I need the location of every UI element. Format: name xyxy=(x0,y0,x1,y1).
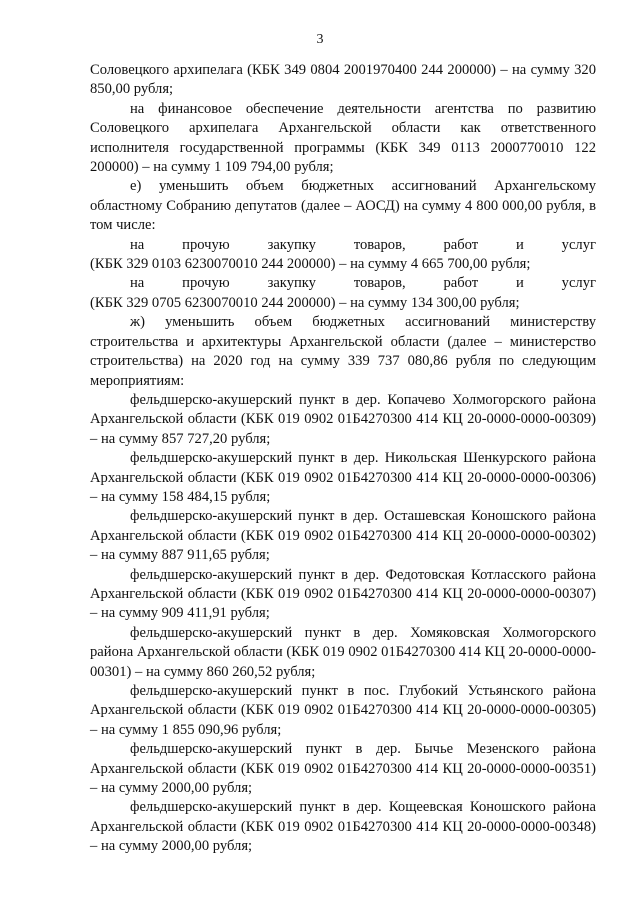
word: товаров, xyxy=(353,236,406,253)
word: прочую xyxy=(182,275,230,292)
spread-line xyxy=(90,236,596,255)
spread-item-procurement-1 xyxy=(90,236,596,275)
word: услуг xyxy=(561,275,596,292)
spread-item-rest: (КБК 329 0103 6230070010 244 200000) – на сумму 4 665 700,00 рубля; xyxy=(90,256,531,273)
paragraph-item-e-aosd: е) уменьшить объем бюджетных ассигнований Архангельскому областному Собранию депутатов (далее – АОСД) на сумму 4 800 000,00 рубля, в том числе: xyxy=(90,178,596,234)
paragraph-fap-fedotovskaya: фельдшерско-акушерский пункт в дер. Федотовская Котласского района Архангельской области (КБК 019 0902 01Б4270300 414 КЦ 20-0000-0000-00307) – на сумму 909 411,91 рубля; xyxy=(90,566,596,622)
paragraph-fap-ostashevskaya: фельдшерско-акушерский пункт в дер. Осташевская Коношского района Архангельской области (КБК 019 0902 01Б4270300 414 КЦ 20-0000-0000-00302) – на сумму 887 911,65 рубля; xyxy=(90,508,596,564)
paragraph-fap-koshcheevskaya: фельдшерско-акушерский пункт в дер. Кощеевская Коношского района Архангельской области (КБК 019 0902 01Б4270300 414 КЦ 20-0000-0000-00348) – на сумму 2000,00 рубля; xyxy=(90,799,596,855)
paragraph-fap-glubokiy: фельдшерско-акушерский пункт в пос. Глубокий Устьянского района Архангельской области (КБК 019 0902 01Б4270300 414 КЦ 20-0000-0000-00305) – на сумму 1 855 090,96 рубля; xyxy=(90,683,596,738)
word: прочую xyxy=(182,236,230,253)
word: закупку xyxy=(267,275,316,292)
word: работ xyxy=(443,236,479,253)
word: услуг xyxy=(561,236,596,253)
document-body xyxy=(90,61,596,857)
word: и xyxy=(516,275,524,292)
word: и xyxy=(516,236,524,253)
spread-item-procurement-2 xyxy=(90,274,596,313)
word: товаров, xyxy=(353,275,406,292)
paragraph-fap-nikolskaya: фельдшерско-акушерский пункт в дер. Никольская Шенкурского района Архангельской области (КБК 019 0902 01Б4270300 414 КЦ 20-0000-0000-00306) – на сумму 158 484,15 рубля; xyxy=(90,450,596,505)
spread-line xyxy=(90,274,596,293)
word: на xyxy=(130,275,145,292)
paragraph-fap-khomyakovskaya: фельдшерско-акушерский пункт в дер. Хомяковская Холмогорского района Архангельской области (КБК 019 0902 01Б4270300 414 КЦ 20-0000-0000-00301) – на сумму 860 260,52 рубля; xyxy=(90,624,596,680)
paragraph-continuation: Соловецкого архипелага (КБК 349 0804 2001970400 244 200000) – на сумму 320 850,00 рубля; xyxy=(90,62,596,98)
page-number: 3 xyxy=(316,32,324,47)
paragraph-fap-bychye: фельдшерско-акушерский пункт в дер. Бычье Мезенского района Архангельской области (КБК 019 0902 01Б4270300 414 КЦ 20-0000-0000-00351) – на сумму 2000,00 рубля; xyxy=(90,741,596,797)
paragraph-fap-kopachevo: фельдшерско-акушерский пункт в дер. Копачево Холмогорского района Архангельской области (КБК 019 0902 01Б4270300 414 КЦ 20-0000-0000-00309) – на сумму 857 727,20 рубля; xyxy=(90,391,596,447)
word: на xyxy=(130,236,145,253)
word: работ xyxy=(443,275,479,292)
word: закупку xyxy=(267,236,316,253)
spread-item-rest: (КБК 329 0705 6230070010 244 200000) – на сумму 134 300,00 рубля; xyxy=(90,294,520,311)
paragraph-solovetsky-agency: на финансовое обеспечение деятельности агентства по развитию Соловецкого архипелага Архангельской области как ответственного исполнителя государственной программы (КБК 349 0113 2000770010 122 200000) – на сумму 1 109 794,00 рубля; xyxy=(90,100,596,176)
paragraph-item-zh-ministry: ж) уменьшить объем бюджетных ассигнований министерству строительства и архитектуры Архангельской области (далее – министерство строительства) на 2020 год на сумму 339 737 080,86 рубля по следующим мероприятиям: xyxy=(90,314,596,389)
